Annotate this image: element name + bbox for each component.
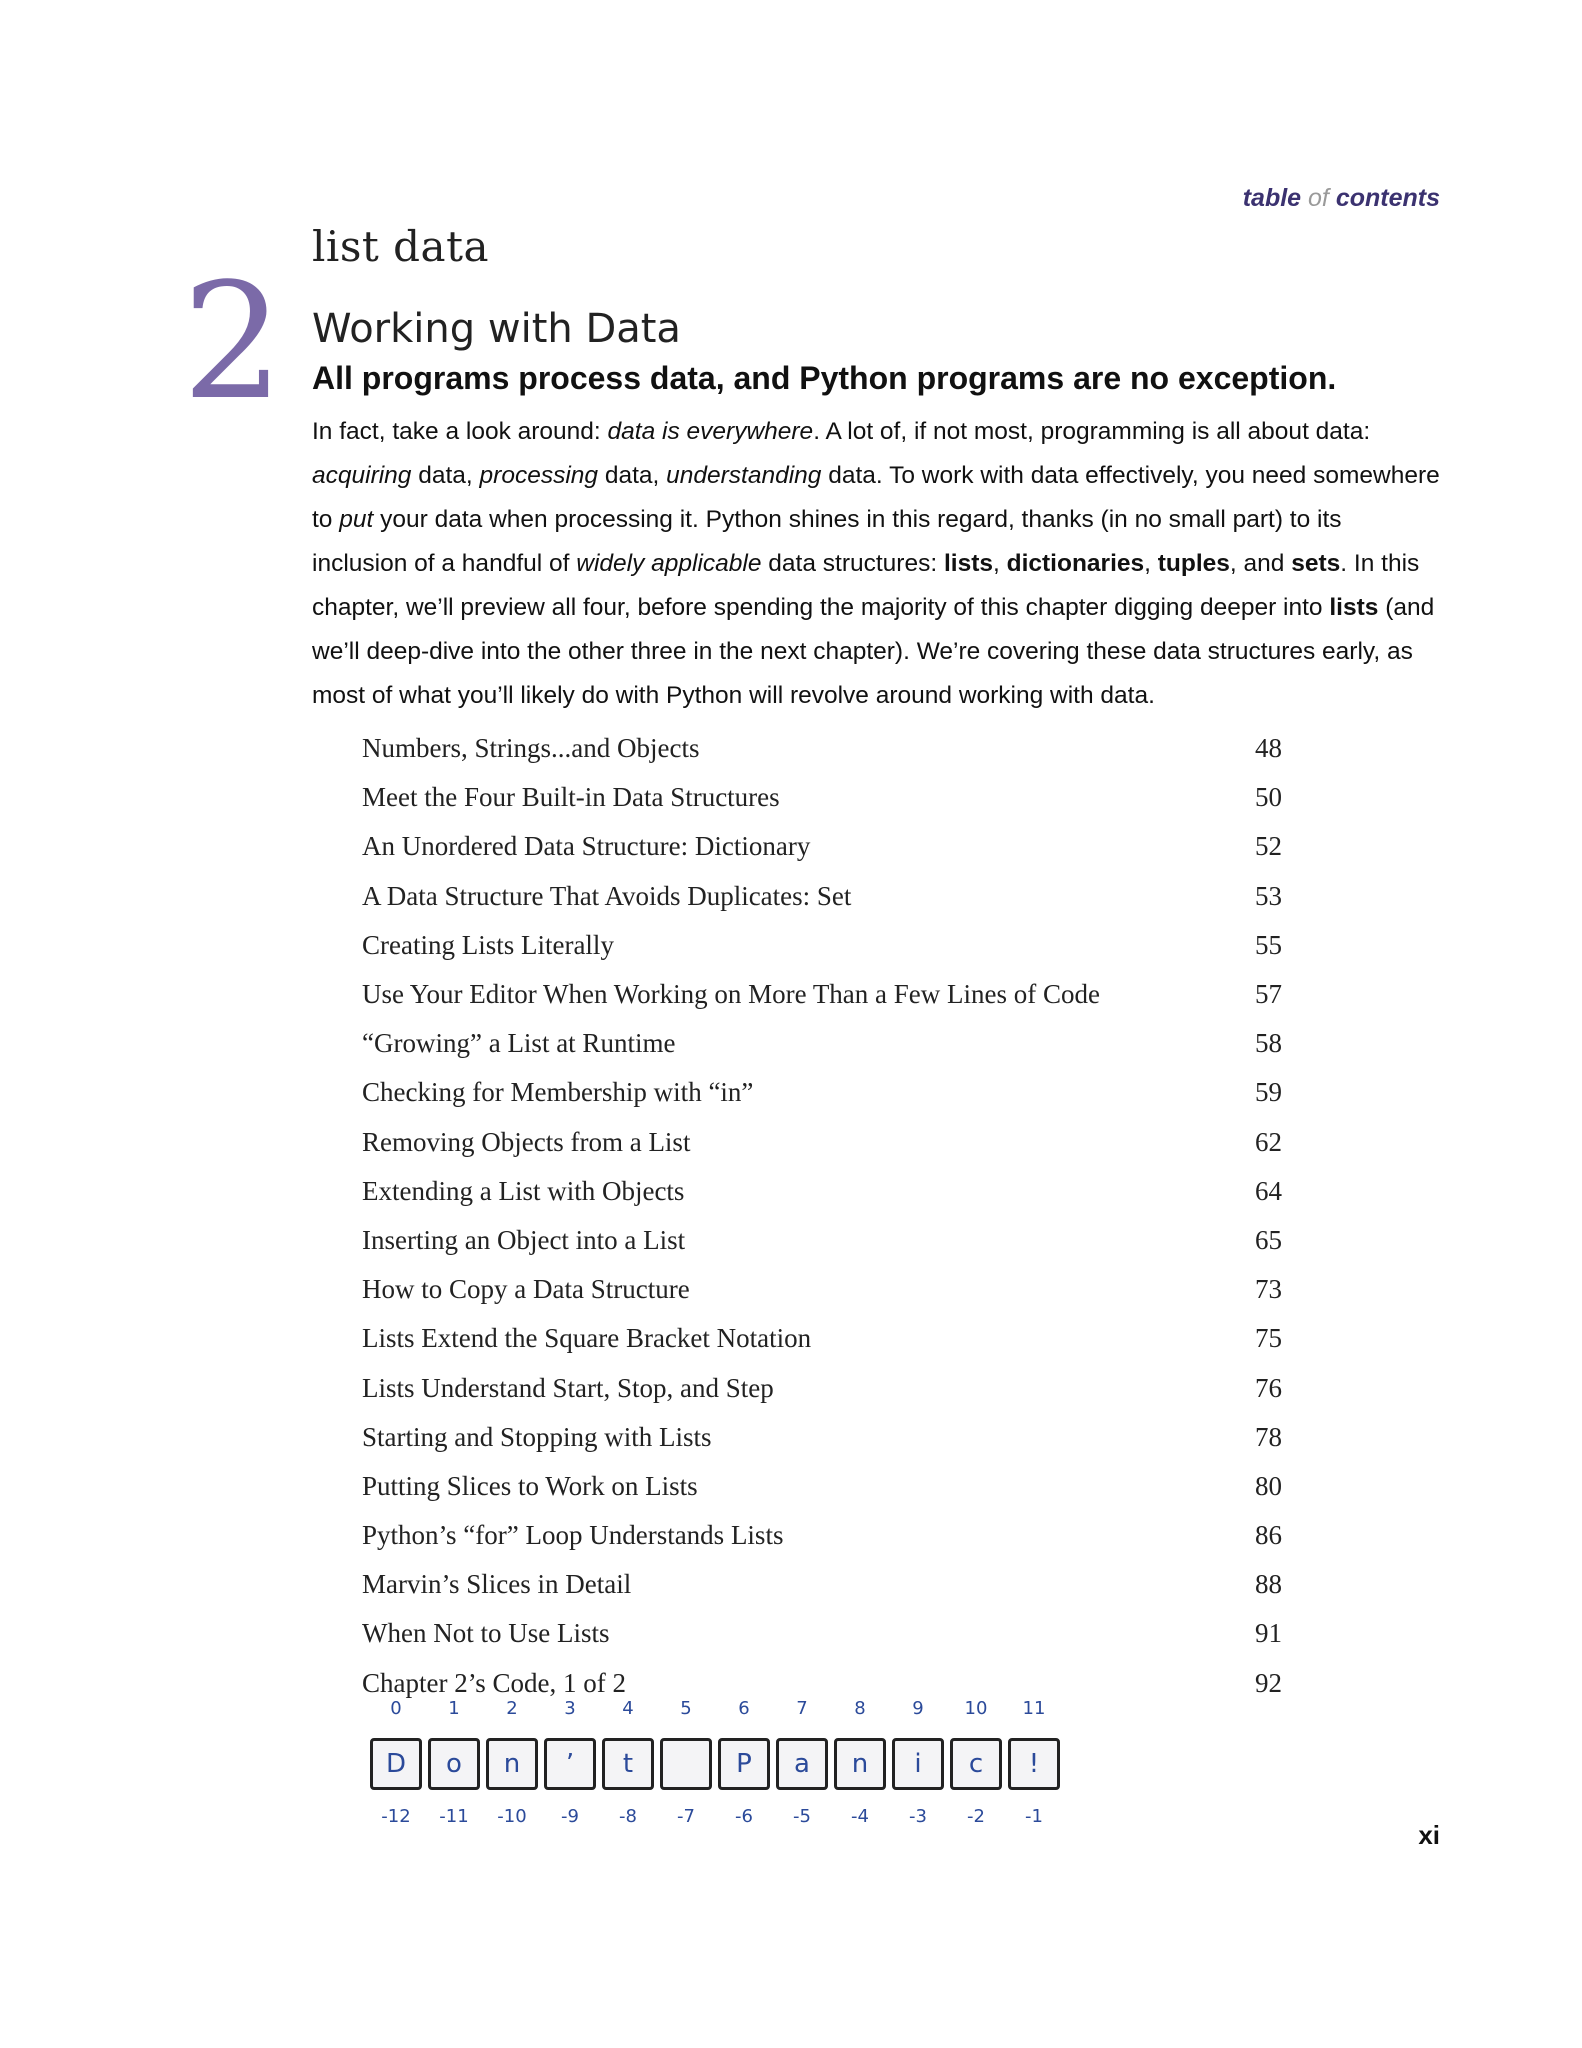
toc-entry[interactable] — [362, 1068, 1282, 1117]
toc-entry-page: 57 — [1255, 979, 1282, 1010]
toc-entry[interactable] — [362, 724, 1282, 773]
toc-entry[interactable] — [362, 1019, 1282, 1068]
letter-tile: a — [776, 1738, 828, 1790]
toc-entry-page: 76 — [1255, 1372, 1282, 1403]
toc-entry[interactable] — [362, 1511, 1282, 1560]
toc-entry[interactable] — [362, 1363, 1282, 1412]
intro-segment: (and we’ll deep-dive into the other three in the next chapter). We’re covering these data structures early, as most of what you’ll likely do with Python will revolve around working with data. — [312, 594, 1435, 709]
toc-entry[interactable] — [362, 921, 1282, 970]
toc-entry-page: 88 — [1255, 1569, 1282, 1600]
positive-index: 6 — [738, 1698, 750, 1719]
page-number: xi — [1418, 1820, 1440, 1850]
letter-tile: n — [834, 1738, 886, 1790]
intro-segment: data. To work with data effectively, you need somewhere to — [312, 462, 1440, 533]
toc-entry-title: An Unordered Data Structure: Dictionary — [362, 831, 811, 862]
negative-index: -12 — [381, 1806, 411, 1827]
positive-index: 3 — [564, 1698, 576, 1719]
intro-segment: . A lot of, if not most, programming is all about data: — [813, 418, 1371, 445]
toc-entry-page: 78 — [1255, 1421, 1282, 1452]
toc-entry-title: Starting and Stopping with Lists — [362, 1421, 712, 1452]
toc-entry-title: Lists Extend the Square Bracket Notation — [362, 1323, 812, 1354]
toc-entry-page: 75 — [1255, 1323, 1282, 1354]
chapter-intro — [312, 410, 1442, 718]
toc-entry[interactable] — [362, 1314, 1282, 1363]
intro-segment: lists — [1329, 594, 1379, 621]
intro-segment: tuples — [1157, 550, 1230, 577]
intro-segment: acquiring — [312, 462, 412, 489]
intro-segment: put — [339, 506, 374, 533]
toc-entry-title: How to Copy a Data Structure — [362, 1274, 690, 1305]
toc-entry-title: Lists Understand Start, Stop, and Step — [362, 1372, 774, 1403]
intro-segment: your data when processing it. Python shines in this regard, thanks (in no small part) to its inclusion of a handful of — [312, 506, 1342, 577]
letter-tile: o — [428, 1738, 480, 1790]
toc-entry[interactable] — [362, 1265, 1282, 1314]
intro-segment: data structures: — [761, 550, 944, 577]
letter-tile: P — [718, 1738, 770, 1790]
toc-entry-page: 73 — [1255, 1274, 1282, 1305]
intro-segment: lists — [943, 550, 993, 577]
intro-segment: data, — [411, 462, 480, 489]
positive-index: 7 — [796, 1698, 808, 1719]
header-table: table — [1242, 184, 1309, 212]
toc-entry-page: 65 — [1255, 1224, 1282, 1255]
negative-index: -5 — [793, 1806, 811, 1827]
toc-entry[interactable] — [362, 1560, 1282, 1609]
toc-list — [362, 724, 1282, 1708]
letter-tile: i — [892, 1738, 944, 1790]
intro-segment: data, — [598, 462, 667, 489]
toc-entry-page: 64 — [1255, 1175, 1282, 1206]
toc-entry[interactable] — [362, 1413, 1282, 1462]
intro-segment: sets — [1291, 550, 1341, 577]
toc-entry-title: Putting Slices to Work on Lists — [362, 1470, 698, 1501]
toc-entry-page: 91 — [1255, 1618, 1282, 1649]
header-of: of — [1308, 184, 1329, 212]
intro-segment: widely applicable — [576, 550, 762, 577]
toc-entry-title: Checking for Membership with “in” — [362, 1077, 754, 1108]
intro-segment: , — [993, 550, 1007, 577]
toc-entry[interactable] — [362, 1118, 1282, 1167]
negative-index: -9 — [561, 1806, 579, 1827]
toc-entry[interactable] — [362, 1167, 1282, 1216]
toc-entry-page: 55 — [1255, 929, 1282, 960]
intro-segment: In fact, take a look around: — [312, 418, 608, 445]
intro-segment: processing — [479, 462, 599, 489]
header-contents: contents — [1328, 184, 1440, 212]
toc-entry-page: 48 — [1255, 733, 1282, 764]
negative-index: -1 — [1025, 1806, 1043, 1827]
toc-entry[interactable] — [362, 1462, 1282, 1511]
toc-entry-title: Chapter 2’s Code, 1 of 2 — [362, 1667, 626, 1698]
intro-segment: understanding — [666, 462, 822, 489]
positive-index: 2 — [506, 1698, 518, 1719]
letter-tile: D — [370, 1738, 422, 1790]
toc-entry-title: Removing Objects from a List — [362, 1126, 691, 1157]
toc-entry-page: 53 — [1255, 880, 1282, 911]
toc-entry-title: When Not to Use Lists — [362, 1618, 610, 1649]
negative-index: -3 — [909, 1806, 927, 1827]
positive-index: 5 — [680, 1698, 692, 1719]
positive-index: 4 — [622, 1698, 634, 1719]
toc-entry-page: 50 — [1255, 782, 1282, 813]
toc-entry[interactable] — [362, 1216, 1282, 1265]
toc-entry[interactable] — [362, 872, 1282, 921]
positive-index: 8 — [854, 1698, 866, 1719]
negative-index: -4 — [851, 1806, 869, 1827]
negative-index: -10 — [497, 1806, 527, 1827]
letter-tile: t — [602, 1738, 654, 1790]
chapter-label: list data — [312, 222, 489, 271]
intro-segment: dictionaries — [1006, 550, 1145, 577]
intro-paragraph — [312, 410, 1442, 718]
positive-index: 0 — [390, 1698, 402, 1719]
running-header — [1243, 184, 1440, 213]
toc-entry-title: “Growing” a List at Runtime — [362, 1028, 676, 1059]
toc-entry[interactable] — [362, 822, 1282, 871]
toc-entry-page: 58 — [1255, 1028, 1282, 1059]
toc-entry-page: 80 — [1255, 1470, 1282, 1501]
letter-tile: c — [950, 1738, 1002, 1790]
negative-index: -8 — [619, 1806, 637, 1827]
chapter-title: Working with Data — [312, 306, 681, 352]
letter-tile — [660, 1738, 712, 1790]
toc-entry-page: 59 — [1255, 1077, 1282, 1108]
toc-entry-title: Numbers, Strings...and Objects — [362, 733, 700, 764]
intro-segment: , and — [1229, 550, 1292, 577]
letter-tile: ’ — [544, 1738, 596, 1790]
letter-tile: ! — [1008, 1738, 1060, 1790]
chapter-number: 2 — [182, 248, 284, 435]
toc-entry[interactable] — [362, 1609, 1282, 1658]
negative-index: -2 — [967, 1806, 985, 1827]
toc-entry-title: Extending a List with Objects — [362, 1175, 685, 1206]
toc-entry[interactable] — [362, 773, 1282, 822]
toc-entry-page: 92 — [1255, 1667, 1282, 1698]
toc-entry-title: Inserting an Object into a List — [362, 1224, 686, 1255]
positive-index: 9 — [912, 1698, 924, 1719]
letter-tile: n — [486, 1738, 538, 1790]
intro-segment: , — [1144, 550, 1158, 577]
toc-entry-title: Meet the Four Built-in Data Structures — [362, 782, 780, 813]
toc-entry-page: 52 — [1255, 831, 1282, 862]
toc-entry-page: 86 — [1255, 1520, 1282, 1551]
toc-entry[interactable] — [362, 970, 1282, 1019]
chapter-lead: All programs process data, and Python programs are no exception. — [312, 360, 1337, 396]
toc-entry-title: Creating Lists Literally — [362, 929, 614, 960]
toc-entry-title: Use Your Editor When Working on More Than a Few Lines of Code — [362, 979, 1100, 1010]
toc-entry-page: 62 — [1255, 1126, 1282, 1157]
negative-index: -7 — [677, 1806, 695, 1827]
positive-index: 11 — [1022, 1698, 1046, 1719]
toc-entry-title: Marvin’s Slices in Detail — [362, 1569, 632, 1600]
negative-index: -11 — [439, 1806, 469, 1827]
positive-index: 1 — [448, 1698, 460, 1719]
negative-index: -6 — [735, 1806, 753, 1827]
toc-entry-title: Python’s “for” Loop Understands Lists — [362, 1520, 784, 1551]
intro-segment: . In this chapter, we’ll preview all four, before spending the majority of this chapter digging deeper into — [312, 550, 1420, 621]
positive-index: 10 — [964, 1698, 988, 1719]
intro-segment: data is everywhere — [607, 418, 814, 445]
toc-entry-title: A Data Structure That Avoids Duplicates: Set — [362, 880, 852, 911]
